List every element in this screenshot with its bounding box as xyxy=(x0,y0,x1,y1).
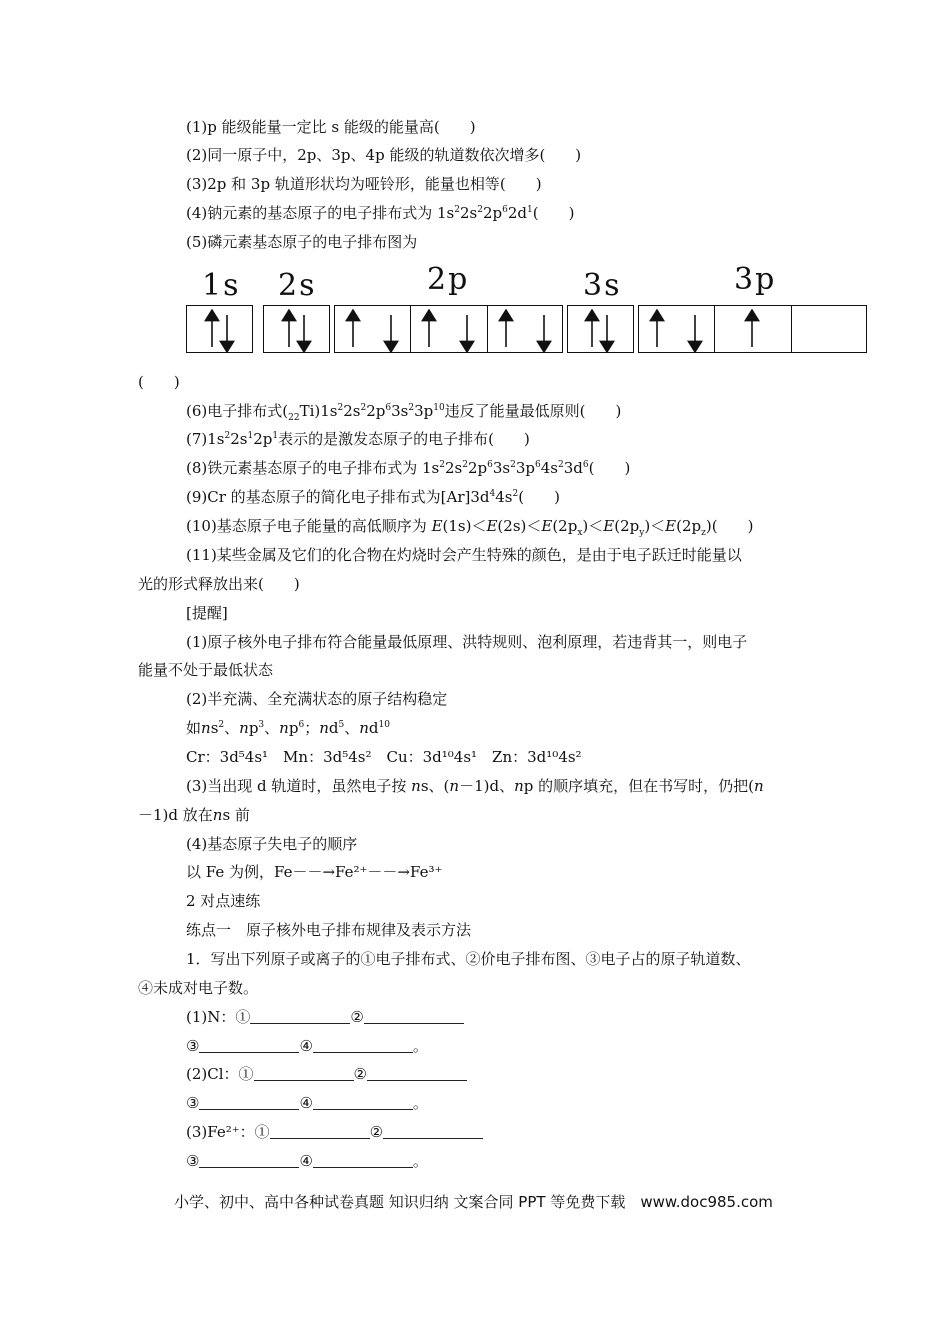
question-2: (2)同一原子中，2p、3p、4p 能级的轨道数依次增多( ) xyxy=(186,146,582,164)
q8-text: (8)铁元素基态原子的电子排布式为 1s xyxy=(186,459,440,477)
answer-blank[interactable] xyxy=(199,1038,299,1053)
q9-paren: ( ) xyxy=(518,488,560,506)
tip-3-text: 的顺序填充，但在书写时，仍把( xyxy=(538,777,754,795)
answer-label: (2)Cl：① xyxy=(186,1065,254,1083)
orbital-label-3p: 3p xyxy=(734,262,777,297)
q10-text: (10)基态原子电子能量的高低顺序为 xyxy=(186,517,432,535)
q8-paren: ( ) xyxy=(588,459,631,477)
orbital-label-3s: 3s xyxy=(583,268,622,303)
question-11: (11)某些金属及它们的化合物在灼烧时会产生特殊的颜色，是由于电子跃迁时能量以 xyxy=(186,546,742,564)
answer-marker: ② xyxy=(353,1065,367,1083)
tip-4-example: 以 Fe 为例，Fe－－→Fe²⁺－－→Fe³⁺ xyxy=(186,863,443,881)
answer-marker: ③ xyxy=(186,1152,200,1170)
question-6: (6)电子排布式$(_{22}Ti)1s^22s^22p^63s^23p^{10}$违反了能量最低原则( ) xyxy=(186,402,622,423)
question-5-paren: ( ) xyxy=(138,373,180,391)
question-5: (5)磷元素基态原子的电子排布图为 xyxy=(186,233,418,251)
electron-arrows xyxy=(0,300,950,360)
tip-2-prefix: 如 xyxy=(186,719,202,737)
question-4: (4)钠元素的基态原子的电子排布式为 $1s^22s^22p^62d^1$( ) xyxy=(186,204,575,222)
question-9: (9)Cr 的基态原子的简化电子排布式为$[Ar]3d^44s^2$( ) xyxy=(186,488,560,506)
tip-title: [提醒] xyxy=(186,604,228,622)
answer-blank[interactable] xyxy=(313,1095,413,1110)
answer-blank[interactable] xyxy=(270,1124,370,1139)
answer-blank[interactable] xyxy=(199,1095,299,1110)
practice-question-1-cont: ④未成对电子数。 xyxy=(138,979,259,997)
question-7: $(7)1s^22s^12p^1$表示的是激发态原子的电子排布( ) xyxy=(186,430,530,448)
tip-3-text: (3)当出现 d 轨道时，虽然电子按 xyxy=(186,777,407,795)
answer-label: (3)Fe²⁺：① xyxy=(186,1123,270,1141)
answer-line-fe xyxy=(186,1122,483,1142)
question-8: (8)铁元素基态原子的电子排布式为 $1s^22s^22p^63s^23p^64s^23d^6$( ) xyxy=(186,459,631,477)
tip-2-configs: Cr：3d⁵4s¹ Mn：3d⁵4s² Cu：3d¹⁰4s¹ Zn：3d¹⁰4s² xyxy=(186,748,582,766)
tip-2: (2)半充满、全充满状态的原子结构稳定 xyxy=(186,690,448,708)
answer-blank[interactable] xyxy=(383,1124,483,1139)
q6-text: 违反了能量最低原则( ) xyxy=(444,402,622,420)
answer-label: (1)N：① xyxy=(186,1008,251,1026)
answer-line-cl xyxy=(186,1064,467,1084)
answer-line-n-2 xyxy=(186,1036,428,1056)
answer-end: 。 xyxy=(412,1152,428,1170)
answer-blank[interactable] xyxy=(367,1066,467,1081)
question-1: (1)p 能级能量一定比 s 能级的能量高( ) xyxy=(186,118,476,136)
answer-marker: ④ xyxy=(299,1037,313,1055)
answer-marker: ② xyxy=(350,1008,364,1026)
answer-line-cl-2 xyxy=(186,1093,428,1113)
q4-paren: ( ) xyxy=(532,204,575,222)
tip-1: (1)原子核外电子排布符合能量最低原理、洪特规则、泡利原理，若违背其一，则电子 xyxy=(186,633,748,651)
answer-marker: ④ xyxy=(299,1094,313,1112)
answer-blank[interactable] xyxy=(254,1066,354,1081)
answer-marker: ② xyxy=(369,1123,384,1141)
question-10: (10)基态原子电子能量的高低顺序为 $E(1s)<E(2s)<E(2p_x)<E(2p_y)<E(2p_z)$( ) xyxy=(186,517,754,538)
answer-line-fe-2 xyxy=(186,1151,428,1171)
q7-text: 表示的是激发态原子的电子排布( ) xyxy=(278,430,530,448)
answer-end: 。 xyxy=(412,1037,428,1055)
page-footer: 小学、初中、高中各种试卷真题 知识归纳 文案合同 PPT 等免费下载 www.doc985.com xyxy=(174,1193,773,1211)
answer-blank[interactable] xyxy=(199,1153,299,1168)
answer-marker: ③ xyxy=(186,1037,200,1055)
practice-title: 练点一 原子核外电子排布规律及表示方法 xyxy=(186,921,472,939)
answer-end: 。 xyxy=(412,1094,428,1112)
q10-paren: ( ) xyxy=(711,517,754,535)
tip-1-cont: 能量不处于最低状态 xyxy=(138,661,274,679)
answer-line-n xyxy=(186,1007,464,1027)
tip-3-text: －1)d 放在 xyxy=(138,806,213,824)
tip-3: (3)当出现 d 轨道时，虽然电子按 ns、(n－1)d、np 的顺序填充，但在书写时，仍把(n xyxy=(186,777,764,795)
q9-text: (9)Cr 的基态原子的简化电子排布式为[Ar]3d xyxy=(186,488,490,506)
tip-2-example: 如$ns^2$、$np^3$、$np^6$；$nd^5$、$nd^{10}$ xyxy=(186,719,390,737)
orbital-label-2s: 2s xyxy=(278,268,317,303)
q6-text: (6)电子排布式( xyxy=(186,402,289,420)
orbital-label-1s: 1s xyxy=(202,268,241,303)
answer-blank[interactable] xyxy=(313,1038,413,1053)
answer-blank[interactable] xyxy=(313,1153,413,1168)
q6-text: Ti)1s xyxy=(299,402,338,420)
answer-marker: ③ xyxy=(186,1094,200,1112)
q7-text: (7)1s xyxy=(186,430,225,448)
tip-4: (4)基态原子失电子的顺序 xyxy=(186,835,358,853)
tip-3-text: 前 xyxy=(234,806,250,824)
answer-blank[interactable] xyxy=(364,1009,464,1024)
orbital-label-2p: 2p xyxy=(427,262,470,297)
question-3: (3)2p 和 3p 轨道形状均为哑铃形，能量也相等( ) xyxy=(186,175,542,193)
q4-text: (4)钠元素的基态原子的电子排布式为 1s xyxy=(186,204,455,222)
question-11-cont: 光的形式释放出来( ) xyxy=(138,575,300,593)
practice-question-1: 1．写出下列原子或离子的①电子排布式、②价电子排布图、③电子占的原子轨道数、 xyxy=(186,950,751,968)
answer-blank[interactable] xyxy=(250,1009,350,1024)
section-heading: 2 对点速练 xyxy=(186,892,261,910)
tip-3-cont: －1)d 放在ns 前 xyxy=(138,806,250,824)
answer-marker: ④ xyxy=(299,1152,313,1170)
